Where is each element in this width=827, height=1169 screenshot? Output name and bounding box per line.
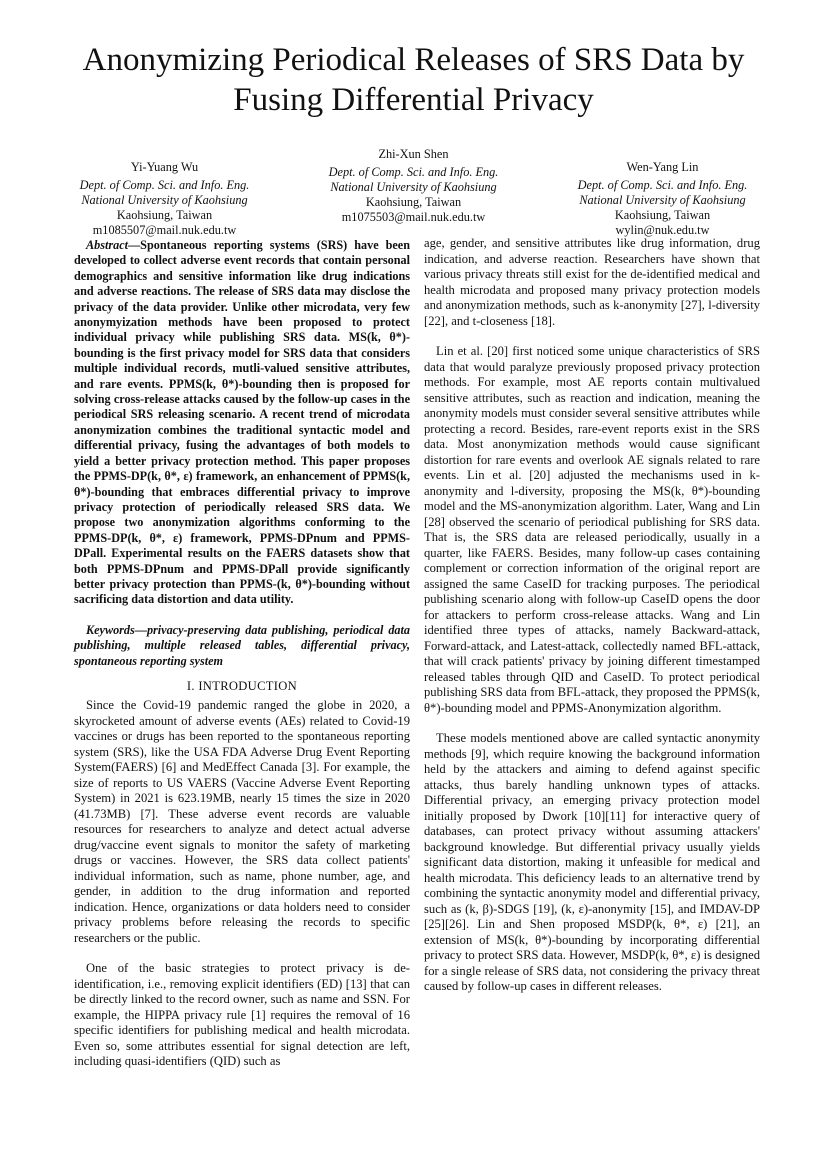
- abstract: [74, 238, 410, 608]
- paragraph: These models mentioned above are called syntactic anonymity methods [9], which require knowing the background information held by the attackers and aiming to defend against specific attacks, thus barely handling unknown types of attacks. Differential privacy, an emerging privacy protection model initially proposed by Dwork [10][11] for interactive query of databases, can protect privacy without assuming attackers' background knowledge. But differential privacy usually yields significant data distortion, making it unfeasible for medical and health microdata. This deficiency leads to an alternative trend by combining the syntactic anonymity model and differential privacy, such as (k, β)-SDGS [19], (k, ε)-anonymity [15], and IMDAV-DP [25][26]. Lin and Shen proposed MSDP(k, θ*, ε) [21], an extension of MS(k, θ*)-bounding by incorporating differential privacy to protect SRS data. However, MSDP(k, θ*, ε) is designed for a single release of SRS data, not considering the privacy threat caused by follow-up cases in different releases.: [424, 731, 760, 993]
- author-block: [40, 147, 787, 238]
- author-univ: National University of Kaohsiung: [81, 193, 248, 207]
- author-location: Kaohsiung, Taiwan: [365, 195, 462, 209]
- author-dept: Dept. of Comp. Sci. and Info. Eng.: [328, 165, 499, 179]
- author-name: Zhi-Xun Shen: [378, 147, 449, 161]
- section-heading: I. INTRODUCTION: [186, 678, 298, 693]
- author-name: Wen-Yang Lin: [626, 160, 699, 174]
- author-2: [289, 147, 538, 238]
- abstract-text: Spontaneous reporting systems (SRS) have been developed to collect adverse event records that contain personal demographics and sensitive information like drug indications and adverse reactions. The release of SRS data may disclose the privacy of the data provider. Unlike other microdata, very few anonymyization methods have been proposed to protect individual privacy while publishing SRS data. MS(k, θ*)-bounding is the first privacy model for SRS data that considers multiple individual records, mutli-valued sensitive attributes, and rare events. PPMS(k, θ*)-bounding then is proposed for solving cross-release attacks caused by the follow-up cases in the periodical SRS releasing scenario. A recent trend of microdata anonymization combines the traditional syntactic model and differential privacy, fusing the advantages of both models to yield a better privacy protection method. This paper proposes the PPMS-DP(k, θ*, ε) framework, an enhancement of PPMS(k, θ*)-bounding that embraces differential privacy to improve privacy protection of periodically released SRS data. We propose two anonymization algorithms conforming to the PPMS-DP(k, θ*, ε) framework, PPMS-DPnum and PPMS-DPall. Experimental results on the FAERS datasets show that both PPMS-DPnum and PPMS-DPall provide significantly better privacy protection than PPMS-(k, θ*)-bounding without sacrificing data distortion and data utility.: [74, 238, 410, 607]
- paragraph: Since the Covid-19 pandemic ranged the globe in 2020, a skyrocketed amount of adverse events (AEs) related to Covid-19 vaccines or drugs has been reported to the spontaneous reporting system (SRS), like the USA FDA Adverse Drug Event Reporting System(FAERS) [6] and MedEffect Canada [3]. For example, the size of reports to US VAERS (Vaccine Adverse Event Reporting System) in 2021 is 623.19MB, nearly 15 times the size in 2020 (41.73MB) [7]. These adverse event records are valuable resources for researchers to analyze and detect actual adverse drug/vaccine event signals to monitor the safety of marketing drugs or vaccines. However, the SRS data collect patients' individual information, such as name, phone number, age, and gender, in addition to the drug information and reported indication. Hence, organizations or data holders need to consider privacy problems before releasing the records to specific researchers or the public.: [74, 698, 410, 945]
- left-column: [74, 238, 410, 1070]
- paragraph: age, gender, and sensitive attributes like drug information, drug indication, and adverse reaction. Researchers have shown that various privacy threats still exist for the de-identified medical and health microdata and proposed many privacy protection models and anonymization methods, such as k-anonymity [27], l-diversity [22], and t-closeness [18].: [424, 236, 760, 328]
- author-email: m1085507@mail.nuk.edu.tw: [92, 223, 237, 237]
- paragraph: Lin et al. [20] first noticed some unique characteristics of SRS data that would paralyze previously proposed privacy protection methods. For example, most AE reports contain multivalued sensitive attributes, such as reaction and indication, meaning the anonymity models must consider several sensitive attributes while protecting a record. Besides, rare-event reports exist in the SRS data. Most anonymization methods would cause significant distortion for rare events and overlook AE signals related to rare events. Lin et al. [20] adjusted the mechanisms used in k-anonymity and l-diversity, proposing the MS(k, θ*)-bounding model and the MS-anonymization algorithm. Later, Wang and Lin [28] observed the scenario of periodical publishing for SRS data. That is, the SRS data are released periodically, usually in a quarter, like FAERS. Besides, many follow-up cases containing complement or correction information of the original report are assigned the same CaseID for tracking purposes. The periodical publishing scenario along with follow-up CaseID opens the door for attackers to perform cross-release attacks. Wang and Lin identified three types of attacks, namely Backward-attack, Forward-attack, and Latest-attack, collectedly named BFL-attack, that will crack patients' privacy by joining different timestamped released tables through QID and CaseID. To protect periodical publishing SRS data from BFL-attack, they proposed the PPMS(k, θ*)-bounding model and PPMS-Anonymization algorithm.: [424, 344, 760, 715]
- author-email: wylin@nuk.edu.tw: [615, 223, 710, 237]
- author-univ: National University of Kaohsiung: [330, 180, 497, 194]
- author-dept: Dept. of Comp. Sci. and Info. Eng.: [79, 178, 250, 192]
- keywords: [74, 623, 410, 669]
- paper-title: Anonymizing Periodical Releases of SRS Data by Fusing Differential Privacy: [82, 42, 745, 118]
- abstract-label: Abstract—: [86, 238, 141, 252]
- keywords-text: privacy-preserving data publishing, periodical data publishing, multiple released tables, differential privacy, spontaneous reporting system: [74, 622, 410, 668]
- author-1: [40, 160, 289, 238]
- paragraph: One of the basic strategies to protect privacy is de-identification, i.e., removing explicit identifiers (ED) [13] that can be directly linked to the record owner, such as name and SSN. For example, the HIPPA privacy rule [1] requires the removal of 16 specific identifiers for publishing medical and health microdata. Even so, some attributes essential for signal detection are left, including quasi-identifiers (QID) such as: [74, 961, 410, 1069]
- keywords-label: Keywords—: [86, 622, 147, 637]
- author-location: Kaohsiung, Taiwan: [614, 208, 711, 222]
- author-dept: Dept. of Comp. Sci. and Info. Eng.: [577, 178, 748, 192]
- author-univ: National University of Kaohsiung: [579, 193, 746, 207]
- author-email: m1075503@mail.nuk.edu.tw: [341, 210, 486, 224]
- author-3: [538, 160, 787, 238]
- author-name: Yi-Yuang Wu: [130, 160, 199, 174]
- right-column: [424, 236, 760, 995]
- author-location: Kaohsiung, Taiwan: [116, 208, 213, 222]
